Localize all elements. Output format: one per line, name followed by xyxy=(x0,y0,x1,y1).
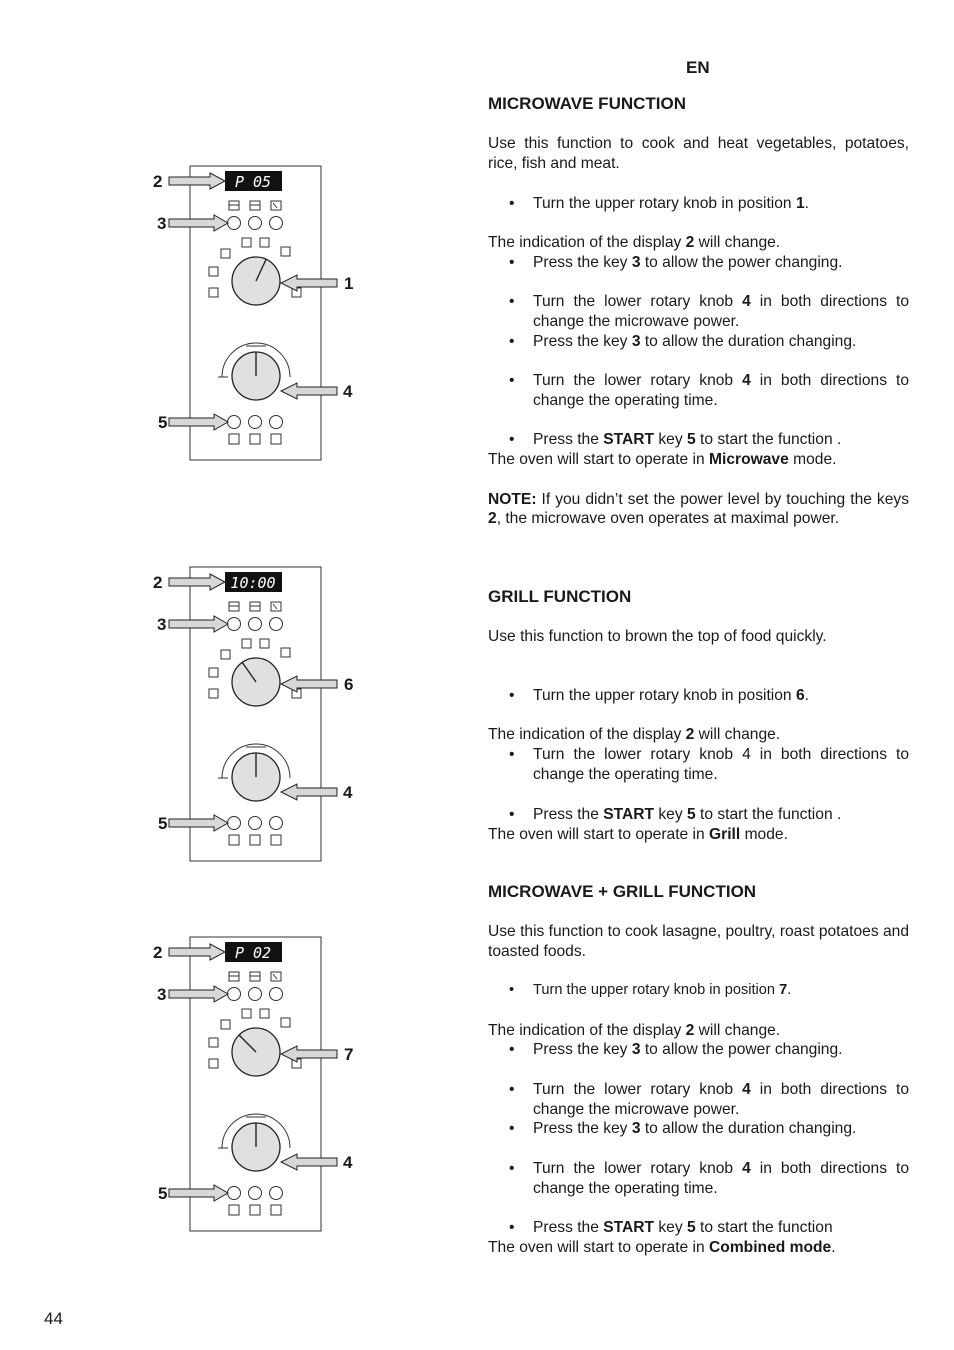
control-panel-drawing xyxy=(150,165,365,465)
mode-text: The oven will start to operate in Microwave mode. xyxy=(488,451,837,469)
callout-upper-knob: 1 xyxy=(344,274,354,293)
key-buttons xyxy=(228,988,283,1001)
step-item: • Press the key 3 to allow the duration changing. xyxy=(488,332,909,352)
step-item: • Turn the lower rotary knob 4 in both directions to change the operating time. xyxy=(488,745,909,785)
step-item: • Turn the lower rotary knob 4 in both directions to change the operating time. xyxy=(488,371,909,411)
section-title: MICROWAVE FUNCTION xyxy=(488,94,687,113)
section-title: MICROWAVE + GRILL FUNCTION xyxy=(488,882,757,901)
callout-upper-knob: 6 xyxy=(344,675,354,694)
panel-grill xyxy=(150,566,365,866)
step-item: • Turn the lower rotary knob 4 in both directions to change the microwave power. xyxy=(488,292,909,332)
callout-lower-knob: 4 xyxy=(343,382,353,401)
step-item: • Turn the lower rotary knob 4 in both directions to change the microwave power. xyxy=(488,1080,909,1120)
section-grill xyxy=(488,587,909,845)
step-item: • Turn the upper rotary knob in position 1. xyxy=(488,194,909,214)
callout-key-row: 3 xyxy=(157,985,167,1004)
note-text: NOTE: If you didn’t set the power level by touching the keys 2, the microwave oven operates at maximal power. xyxy=(488,490,909,528)
control-panel-drawing xyxy=(150,936,365,1236)
section-microwave xyxy=(488,94,909,529)
callout-lower-knob: 4 xyxy=(343,1153,353,1172)
callout-display: 2 xyxy=(153,172,163,191)
step-item: • Turn the upper rotary knob in position 7. xyxy=(488,981,909,1001)
control-panel-drawing xyxy=(150,566,365,866)
section-title: GRILL FUNCTION xyxy=(488,587,632,606)
step-item: • Press the START key 5 to start the function . xyxy=(488,805,909,825)
language-label: EN xyxy=(686,58,710,77)
panel-combined xyxy=(150,936,365,1236)
intro-text: Use this function to brown the top of food quickly. xyxy=(488,628,827,645)
callout-display: 2 xyxy=(153,943,163,962)
intro-text: Use this function to cook and heat vegetables, potatoes, rice, fish and meat. xyxy=(488,135,909,172)
key-buttons xyxy=(228,217,283,230)
display-text: P 02 xyxy=(234,944,272,962)
callout-bottom-row: 5 xyxy=(158,814,168,833)
section-combined xyxy=(488,882,909,1258)
step-item: • Press the key 3 to allow the power changing. xyxy=(488,253,909,273)
display-note: The indication of the display 2 will change. xyxy=(488,233,781,251)
callout-lower-knob: 4 xyxy=(343,783,353,802)
step-item: • Press the key 3 to allow the power changing. xyxy=(488,1040,909,1060)
callout-display: 2 xyxy=(153,573,163,592)
key-buttons xyxy=(228,618,283,631)
callout-bottom-row: 5 xyxy=(158,413,168,432)
callout-upper-knob: 7 xyxy=(344,1045,354,1064)
step-item: • Press the START key 5 to start the function . xyxy=(488,430,909,450)
callout-key-row: 3 xyxy=(157,214,167,233)
mode-text: The oven will start to operate in Grill mode. xyxy=(488,825,788,843)
display-note: The indication of the display 2 will change. xyxy=(488,726,781,744)
callout-key-row: 3 xyxy=(157,615,167,634)
panel-microwave xyxy=(150,165,365,465)
callout-bottom-row: 5 xyxy=(158,1184,168,1203)
mode-text: The oven will start to operate in Combined mode. xyxy=(488,1238,836,1256)
intro-text: Use this function to cook lasagne, poultry, roast potatoes and toasted foods. xyxy=(488,923,909,960)
step-item: • Turn the lower rotary knob 4 in both directions to change the operating time. xyxy=(488,1159,909,1199)
step-item: • Press the key 3 to allow the duration changing. xyxy=(488,1119,909,1139)
display-note: The indication of the display 2 will change. xyxy=(488,1021,781,1039)
step-item: • Press the START key 5 to start the function xyxy=(488,1218,909,1238)
display-text: 10:00 xyxy=(230,574,276,592)
display-text: P 05 xyxy=(234,173,272,191)
page-number: 44 xyxy=(44,1309,63,1328)
step-item: • Turn the upper rotary knob in position 6. xyxy=(488,686,909,706)
